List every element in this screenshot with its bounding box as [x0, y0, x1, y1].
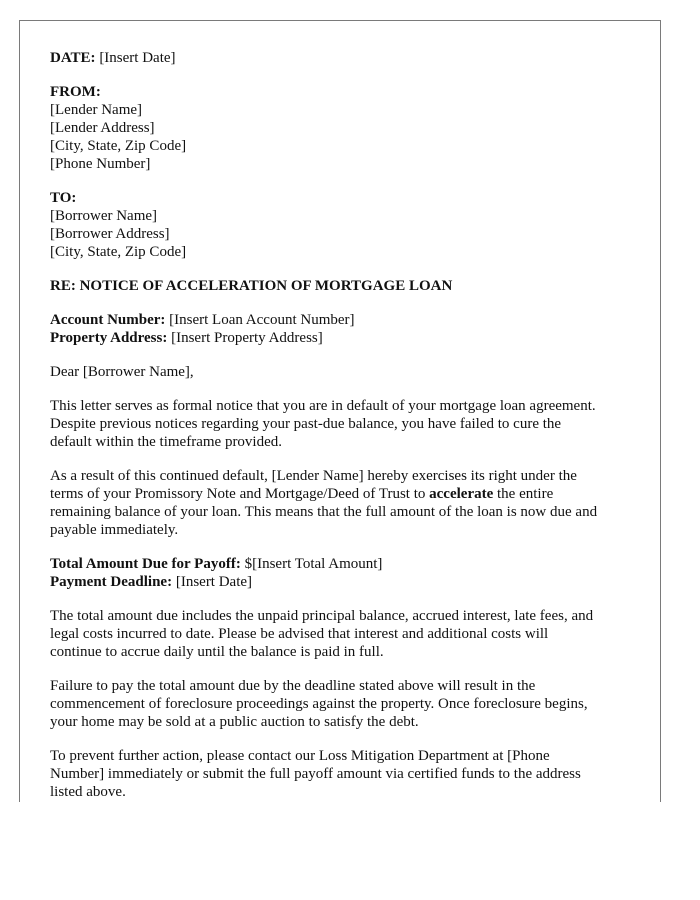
letter-page — [19, 20, 661, 802]
to-line: [Borrower Address] — [50, 226, 170, 242]
subject-line: RE: NOTICE OF ACCELERATION OF MORTGAGE LOAN — [50, 278, 453, 294]
paragraph-line: legal costs incurred to date. Please be advised that interest and additional costs will — [50, 626, 549, 642]
property-value: [Insert Property Address] — [171, 330, 323, 346]
from-line: [Lender Name] — [50, 102, 143, 118]
accelerate-emphasis: accelerate — [429, 486, 494, 502]
paragraph-line — [50, 485, 640, 503]
paragraph-acceleration — [50, 467, 640, 539]
date-value: [Insert Date] — [99, 50, 176, 66]
paragraph-default-notice — [50, 397, 640, 451]
paragraph-line: Failure to pay the total amount due by the deadline stated above will result in the — [50, 678, 536, 694]
paragraph-line: This letter serves as formal notice that you are in default of your mortgage loan agreement. — [50, 398, 596, 414]
paragraph-line: continue to accrue daily until the balance is paid in full. — [50, 644, 384, 660]
from-label: FROM: — [50, 84, 101, 100]
letter-content — [50, 49, 640, 802]
paragraph-line: commencement of foreclosure proceedings against the property. Once foreclosure begins, — [50, 696, 588, 712]
from-block — [50, 83, 640, 173]
from-line: [Phone Number] — [50, 156, 151, 172]
from-line: [Lender Address] — [50, 120, 155, 136]
paragraph-line: listed above. — [50, 784, 126, 800]
to-line: [Borrower Name] — [50, 208, 158, 224]
account-block — [50, 311, 640, 347]
payment-block — [50, 555, 640, 591]
from-line: [City, State, Zip Code] — [50, 138, 187, 154]
to-label: TO: — [50, 190, 77, 206]
paragraph-line: your home may be sold at a public auction to satisfy the debt. — [50, 714, 419, 730]
paragraph-amount-details — [50, 607, 640, 661]
salutation — [50, 363, 640, 381]
account-value: [Insert Loan Account Number] — [169, 312, 355, 328]
paragraph-line: remaining balance of your loan. This means that the full amount of the loan is now due and — [50, 504, 598, 520]
account-label: Account Number: — [50, 312, 166, 328]
subject-block — [50, 277, 640, 295]
to-line: [City, State, Zip Code] — [50, 244, 187, 260]
paragraph-line-end: the entire — [493, 486, 554, 502]
paragraph-line: default within the timeframe provided. — [50, 434, 283, 450]
paragraph-contact — [50, 747, 640, 801]
paragraph-foreclosure-warning — [50, 677, 640, 731]
to-block — [50, 189, 640, 261]
date-label: DATE: — [50, 50, 96, 66]
paragraph-line: Number] immediately or submit the full payoff amount via certified funds to the address — [50, 766, 581, 782]
deadline-value: [Insert Date] — [172, 574, 253, 590]
payoff-value: $[Insert Total Amount] — [240, 556, 383, 572]
paragraph-line-start: terms of your Promissory Note and Mortgage/Deed of Trust to — [50, 486, 430, 502]
paragraph-line: Despite previous notices regarding your past-due balance, you have failed to cure the — [50, 416, 562, 432]
date-block — [50, 49, 640, 67]
salutation-text: Dear [Borrower Name], — [50, 364, 194, 380]
paragraph-line: To prevent further action, please contact our Loss Mitigation Department at [Phone — [50, 748, 550, 764]
payoff-label: Total Amount Due for Payoff: — [50, 556, 241, 572]
paragraph-line: As a result of this continued default, [Lender Name] hereby exercises its right under the — [50, 468, 577, 484]
deadline-label: Payment Deadline: — [50, 574, 173, 590]
paragraph-line: The total amount due includes the unpaid principal balance, accrued interest, late fees, and — [50, 608, 594, 624]
property-label: Property Address: — [50, 330, 168, 346]
paragraph-line: payable immediately. — [50, 522, 179, 538]
